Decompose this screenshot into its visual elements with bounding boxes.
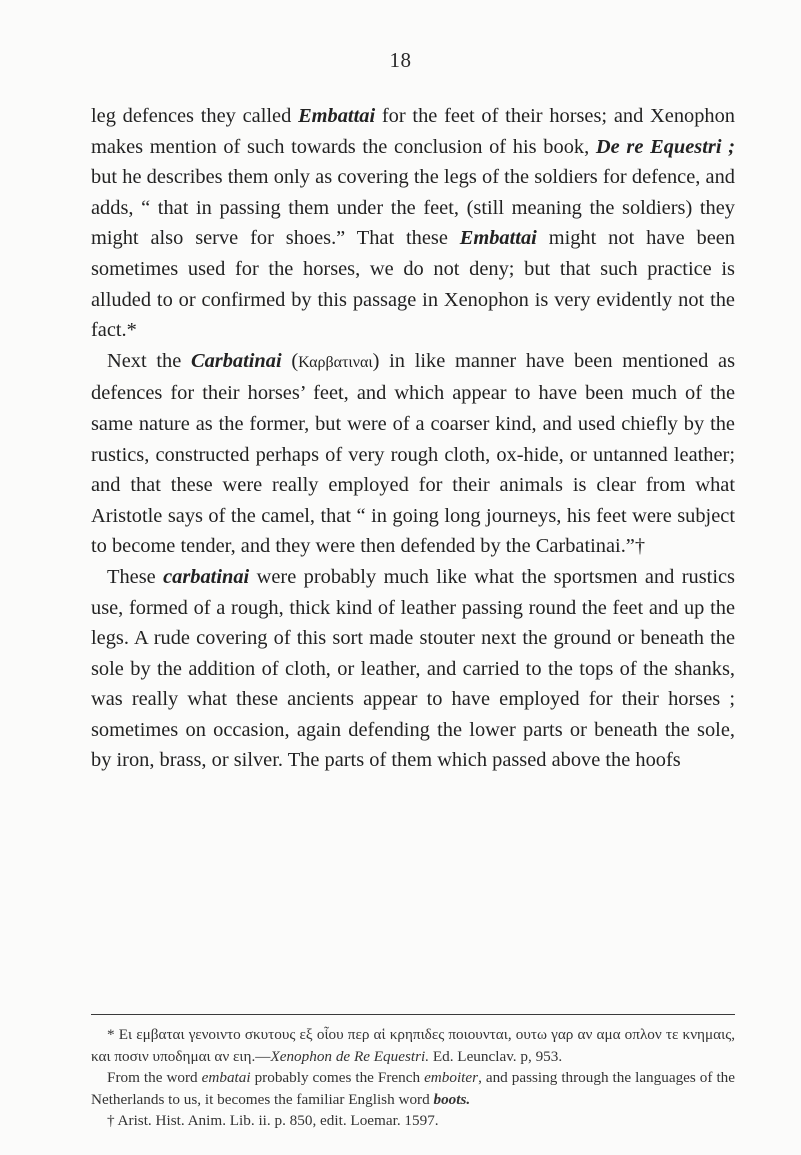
footnotes bbox=[91, 1024, 735, 1132]
text-run: , and passing through the languages of the Netherlands to us, it becomes the familiar English word bbox=[91, 1069, 736, 1108]
text-run: ) in like manner have been mentioned as defences for their horses’ feet, and which appear to have been much of the same nature as the former, but were of a coarser kind, and used chiefly by the rustics, constructed perhaps of very rough cloth, ox-hide, or untanned leather; and that these were really employed for their animals is clear from what Aristotle says of the camel, that “ in going long journeys, his feet were subject to become tender, and they were then defended by the Carbatinai.”† bbox=[91, 349, 735, 558]
text-run: might not have been sometimes used for the horses, we do not deny; but that such practice is alluded to or confirmed by this passage in Xenophon is very evidently not the fact.* bbox=[91, 227, 735, 342]
body-text bbox=[91, 101, 735, 776]
text-run: Next the bbox=[107, 349, 191, 372]
footnote-divider bbox=[91, 1014, 735, 1015]
text-run: From the word bbox=[107, 1069, 202, 1087]
paragraph-1 bbox=[91, 101, 735, 346]
term-embattai: Embattai bbox=[298, 105, 376, 127]
paragraph-2 bbox=[91, 346, 735, 562]
footnote-2 bbox=[91, 1110, 735, 1132]
term-boots: boots. bbox=[433, 1090, 471, 1108]
text-run: leg defences they called bbox=[91, 105, 299, 127]
citation-title: Xenophon de Re Equestri. bbox=[270, 1047, 430, 1065]
text-run: ( bbox=[281, 349, 299, 372]
term-embatai: embatai bbox=[201, 1069, 251, 1087]
term-embattai: Embattai bbox=[459, 227, 537, 250]
greek-term: Καρβατιναι bbox=[298, 353, 373, 371]
text-run: probably comes the French bbox=[250, 1069, 425, 1087]
text-run: for the feet of their horses; and Xenophon makes mention of such towards the conclusion of his book, bbox=[91, 105, 735, 158]
paragraph-3 bbox=[91, 562, 735, 776]
text-run: but he describes them only as covering the legs of the soldiers for defence, and adds, “ that in passing them under the feet, (still meaning the soldiers) they might also serve for shoes.” That these bbox=[91, 166, 735, 250]
footnote-etymology bbox=[91, 1067, 735, 1110]
text-run: † Arist. Hist. Anim. Lib. ii. p. 850, edit. Loemar. 1597. bbox=[107, 1112, 439, 1130]
term-carbatinai: carbatinai bbox=[163, 565, 250, 588]
greek-quote: * Ει εμβαται γενοιντο σκυτους εξ οἷου περ αἱ κρηπιδες ποιουνται, ουτω γαρ αν αμα οπλον τε κνημαις, και ποσιν υποδημαι αν ειη.— bbox=[91, 1026, 735, 1065]
footnote-1 bbox=[91, 1024, 735, 1067]
book-title: De re Equestri ; bbox=[595, 135, 735, 158]
text-run: were probably much like what the sportsmen and rustics use, formed of a rough, thick kind of leather passing round the feet and up the legs. A rude covering of this sort made stouter next the ground or beneath the sole by the addition of cloth, or leather, and carried to the tops of the shanks, was really what these ancients appear to have employed for their horses ; sometimes on occasion, again defending the lower parts or beneath the sole, by iron, brass, or silver. The parts of them which passed above the hoofs bbox=[91, 565, 735, 772]
text-run: These bbox=[107, 565, 164, 588]
term-carbatinai: Carbatinai bbox=[190, 349, 282, 372]
text-run: Ed. Leunclav. p, 953. bbox=[429, 1047, 563, 1065]
term-emboiter: emboiter bbox=[424, 1069, 479, 1087]
page-number: 18 bbox=[389, 48, 412, 72]
